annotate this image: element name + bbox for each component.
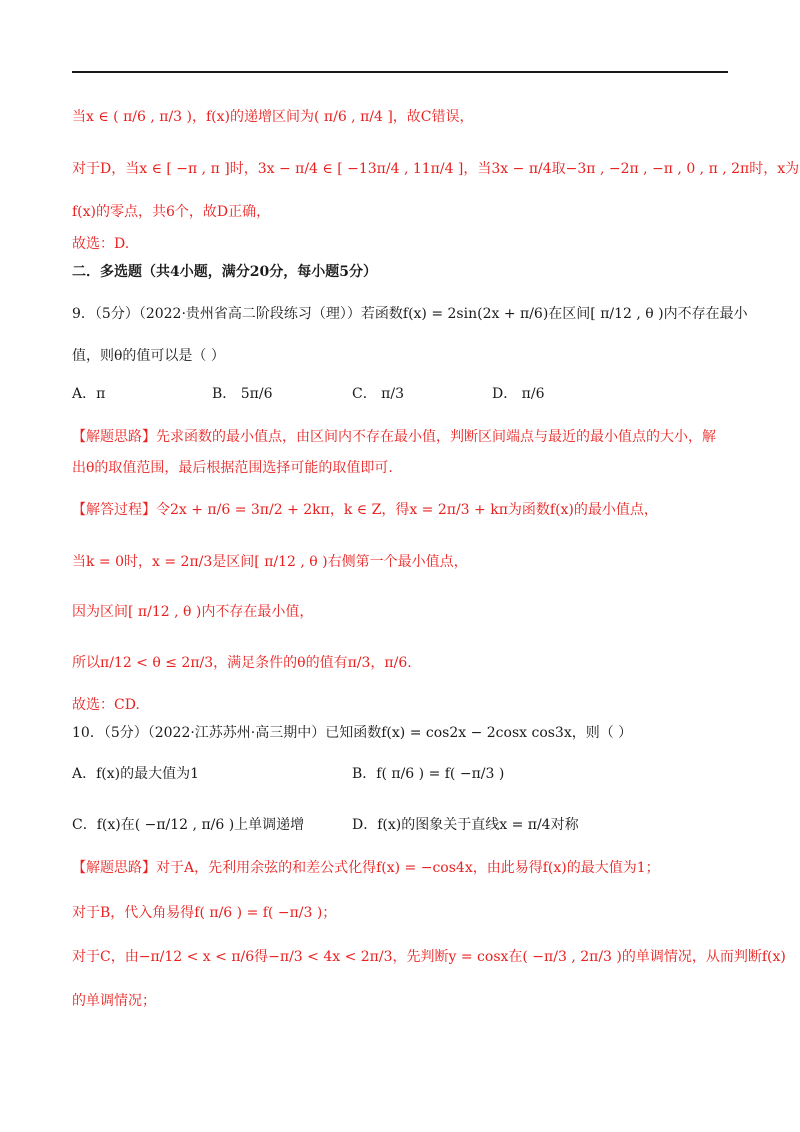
q9-solution-process: 【解答过程】令2x + π/6 = 3π/2 + 2kπ，k ∈ Z，得x = 2π/3 + kπ为函数f(x)的最小值点， (72, 502, 658, 518)
q9-solution-idea-cont: 出θ的取值范围，最后根据范围选择可能的取值即可. (72, 460, 393, 476)
q9-option-a: A．π (72, 386, 106, 402)
q9-solution-range: 所以π/12 < θ ≤ 2π/3，满足条件的θ的值有π/3，π/6. (72, 655, 412, 671)
text-line-answer-d: 故选：D. (72, 236, 130, 252)
q10-solution-a: 【解题思路】对于A，先利用余弦的和差公式化得f(x) = −cos4x，由此易得f(x)的最大值为1； (72, 860, 660, 876)
q9-solution-k0: 当k = 0时，x = 2π/3是区间[ π/12 , θ )右侧第一个最小值点， (72, 554, 468, 570)
q9-option-c: C． π/3 (352, 386, 404, 402)
q9-option-d: D． π/6 (492, 386, 545, 402)
q9-answer: 故选：CD. (72, 697, 140, 713)
text-line-d-zeros: f(x)的零点，共6个，故D正确， (72, 204, 271, 220)
q10-solution-b: 对于B，代入角易得f( π/6 ) = f( −π/3 )； (72, 905, 337, 921)
q10-option-a: A．f(x)的最大值为1 (72, 766, 200, 782)
q10-solution-c: 对于C，由−π/12 < x < π/6得−π/3 < 4x < 2π/3，先判断y = cosx在( −π/3 , 2π/3 )的单调情况，从而判断f(x) (72, 949, 786, 965)
q9-solution-idea: 【解题思路】先求函数的最小值点，由区间内不存在最小值，判断区间端点与最近的最小值点的大小，解 (72, 429, 716, 445)
q9-option-b: B． 5π/6 (212, 386, 273, 402)
q9-stem-cont: 值，则θ的值可以是（ ） (72, 348, 225, 364)
q9-solution-interval: 因为区间[ π/12 , θ )内不存在最小值， (72, 604, 314, 620)
q10-solution-c-cont: 的单调情况； (72, 993, 156, 1009)
section-heading: 二．多选题（共4小题，满分20分，每小题5分） (72, 264, 377, 280)
q10-option-b: B．f( π/6 ) = f( −π/3 ) (352, 766, 505, 782)
header-rule (72, 71, 728, 73)
q10-stem: 10．（5分）（2022·江苏苏州·高三期中）已知函数f(x) = cos2x − 2cosx cos3x，则（ ） (72, 725, 633, 741)
q9-stem: 9．（5分）（2022·贵州省高二阶段练习（理））若函数f(x) = 2sin(2x + π/6)在区间[ π/12 , θ )内不存在最小 (72, 306, 748, 322)
q10-option-d: D．f(x)的图象关于直线x = π/4对称 (352, 817, 579, 833)
q10-option-c: C．f(x)在( −π/12 , π/6 )上单调递增 (72, 817, 305, 833)
text-line-d-analysis: 对于D，当x ∈ [ −π , π ]时，3x − π/4 ∈ [ −13π/4 , 11π/4 ]，当3x − π/4取−3π , −2π , −π , 0 , π , 2π时，x为 (72, 161, 800, 177)
text-line-c-wrong: 当x ∈ ( π/6 , π/3 )，f(x)的递增区间为( π/6 , π/4 ]，故C错误， (72, 109, 474, 125)
